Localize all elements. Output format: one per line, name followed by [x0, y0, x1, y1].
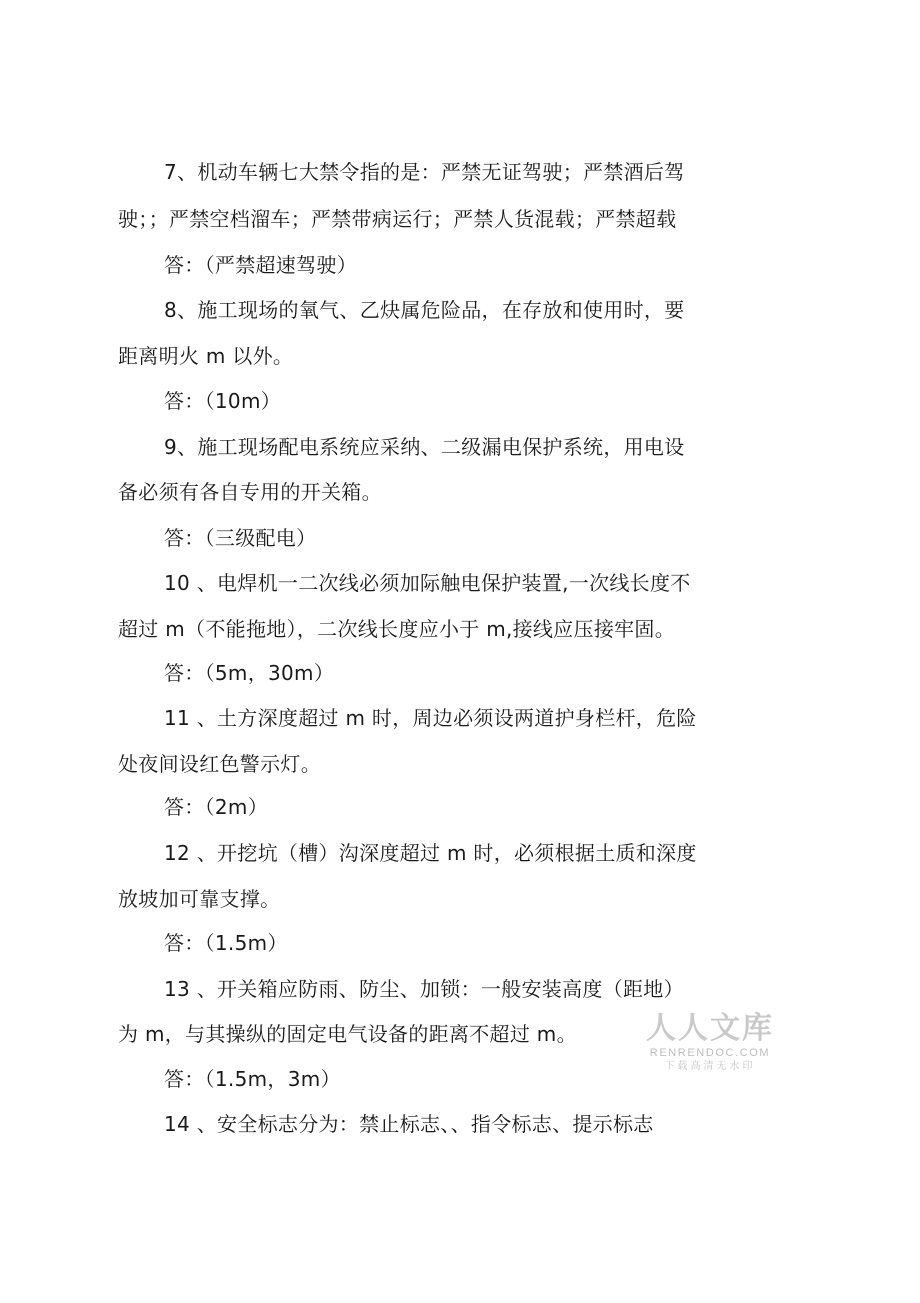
q11-line2: 处夜间设红色警示灯。 — [118, 752, 321, 776]
q13-answer: 答：（1.5m，3m） — [164, 1067, 341, 1091]
watermark-title: 人人文库 — [646, 1011, 774, 1046]
q7-line1: 7、机动车辆七大禁令指的是：严禁无证驾驶；严禁酒后驾 — [164, 160, 685, 184]
q8-line2: 距离明火 m 以外。 — [118, 344, 294, 368]
q9-answer: 答：（三级配电） — [164, 526, 317, 550]
watermark-logo — [644, 1012, 776, 1074]
watermark-domain: RENRENDOC.COM — [649, 1047, 771, 1059]
q7-line2: 驶；；严禁空档溜车；严禁带病运行；严禁人货混载；严禁超载 — [118, 207, 677, 231]
q10-answer: 答：（5m，30m） — [164, 661, 335, 685]
q10-line1: 10 、电焊机一二次线必须加际触电保护装置,一次线长度不 — [164, 571, 691, 595]
q13-line1: 13 、开关箱应防雨、防尘、加锁：一般安装高度（距地） — [164, 977, 684, 1001]
q14-line1: 14 、安全标志分为：禁止标志、、指令标志、提示标志 — [164, 1112, 654, 1136]
q11-answer: 答：（2m） — [164, 795, 269, 819]
q12-line2: 放坡加可靠支撑。 — [118, 887, 281, 911]
q10-line2: 超过 m（不能拖地），二次线长度应小于 m,接线应压接牢固。 — [118, 617, 676, 641]
q13-line2: 为 m，与其操纵的固定电气设备的距离不超过 m。 — [118, 1022, 577, 1046]
q11-line1: 11 、土方深度超过 m 时，周边必须设两道护身栏杆，危险 — [164, 706, 697, 730]
q12-answer: 答：（1.5m） — [164, 931, 288, 955]
q7-answer: 答：（严禁超速驾驶） — [164, 253, 357, 277]
q8-line1: 8、施工现场的氧气、乙炔属危险品，在存放和使用时，要 — [164, 298, 685, 322]
q8-answer: 答：（10m） — [164, 389, 282, 413]
watermark-subtitle: 下载高清无水印 — [664, 1061, 756, 1072]
q12-line1: 12 、开挖坑（槽）沟深度超过 m 时，必须根据土质和深度 — [164, 841, 697, 865]
q9-line1: 9、施工现场配电系统应采纳、二级漏电保护系统，用电设 — [164, 435, 685, 459]
q9-line2: 备必须有各自专用的开关箱。 — [118, 480, 382, 504]
